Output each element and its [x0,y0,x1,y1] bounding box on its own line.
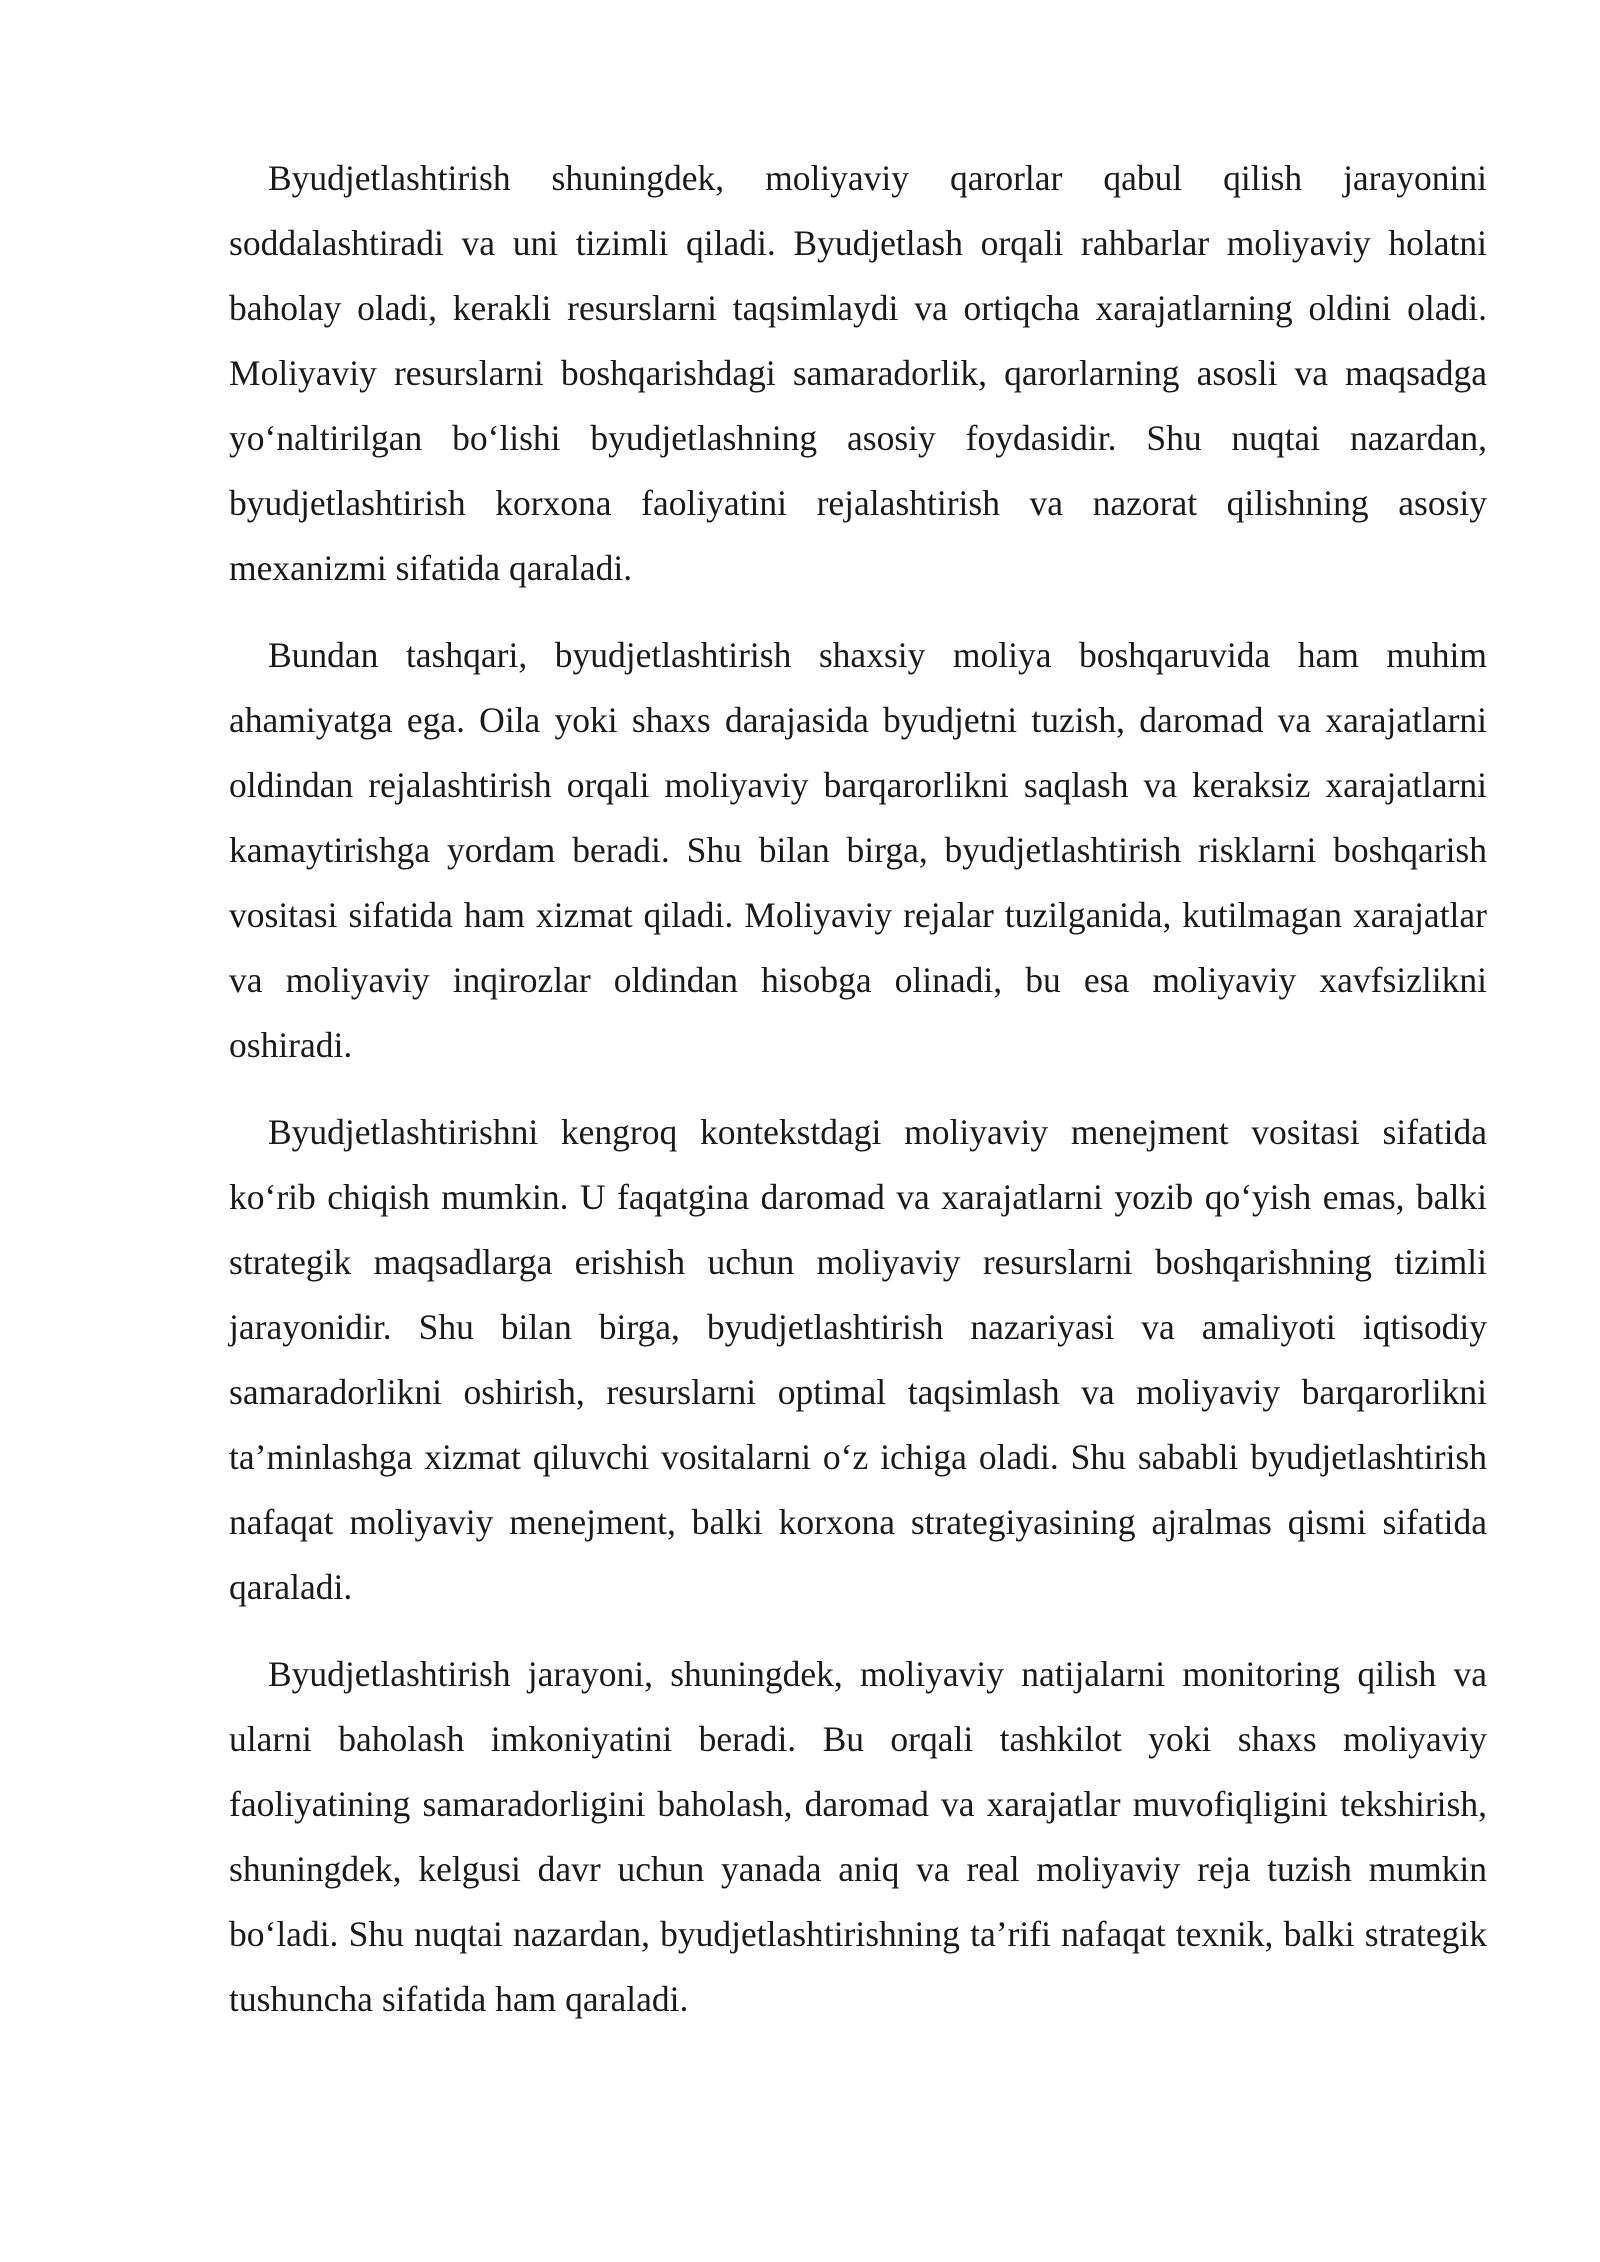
paragraph-1: Byudjetlashtirish shuningdek, moliyaviy qarorlar qabul qilish jarayonini soddalashtiradi va uni tizimli qiladi. Byudjetlash orqali rahbarlar moliyaviy holatni baholay oladi, kerakli resurslarni taqsimlaydi va ortiqcha xarajatlarning oldini oladi. Moliyaviy resurslarni boshqarishdagi samaradorlik, qarorlarning asosli va maqsadga yo‘naltirilgan bo‘lishi byudjetlashning asosiy foydasidir. Shu nuqtai nazardan, byudjetlashtirish korxona faoliyatini rejalashtirish va nazorat qilishning asosiy mexanizmi sifatida qaraladi. [229,158,1487,588]
paragraph-4: Byudjetlashtirish jarayoni, shuningdek, moliyaviy natijalarni monitoring qilish va ularni baholash imkoniyatini beradi. Bu orqali tashkilot yoki shaxs moliyaviy faoliyatining samaradorligini baholash, daromad va xarajatlar muvofiqligini tekshirish, shuningdek, kelgusi davr uchun yanada aniq va real moliyaviy reja tuzish mumkin bo‘ladi. Shu nuqtai nazardan, byudjetlashtirishning ta’rifi nafaqat texnik, balki strategik tushuncha sifatida ham qaraladi. [229,1654,1487,2019]
paragraph-2: Bundan tashqari, byudjetlashtirish shaxsiy moliya boshqaruvida ham muhim ahamiyatga ega. Oila yoki shaxs darajasida byudjetni tuzish, daromad va xarajatlarni oldindan rejalashtirish orqali moliyaviy barqarorlikni saqlash va keraksiz xarajatlarni kamaytirishga yordam beradi. Shu bilan birga, byudjetlashtirish risklarni boshqarish vositasi sifatida ham xizmat qiladi. Moliyaviy rejalar tuzilganida, kutilmagan xarajatlar va moliyaviy inqirozlar oldindan hisobga olinadi, bu esa moliyaviy xavfsizlikni oshiradi. [229,635,1487,1065]
paragraph-3: Byudjetlashtirishni kengroq kontekstdagi moliyaviy menejment vositasi sifatida ko‘rib chiqish mumkin. U faqatgina daromad va xarajatlarni yozib qo‘yish emas, balki strategik maqsadlarga erishish uchun moliyaviy resurslarni boshqarishning tizimli jarayonidir. Shu bilan birga, byudjetlashtirish nazariyasi va amaliyoti iqtisodiy samaradorlikni oshirish, resurslarni optimal taqsimlash va moliyaviy barqarorlikni ta’minlashga xizmat qiluvchi vositalarni o‘z ichiga oladi. Shu sababli byudjetlashtirish nafaqat moliyaviy menejment, balki korxona strategiyasining ajralmas qismi sifatida qaraladi. [229,1112,1487,1607]
document-body [229,146,1487,2032]
